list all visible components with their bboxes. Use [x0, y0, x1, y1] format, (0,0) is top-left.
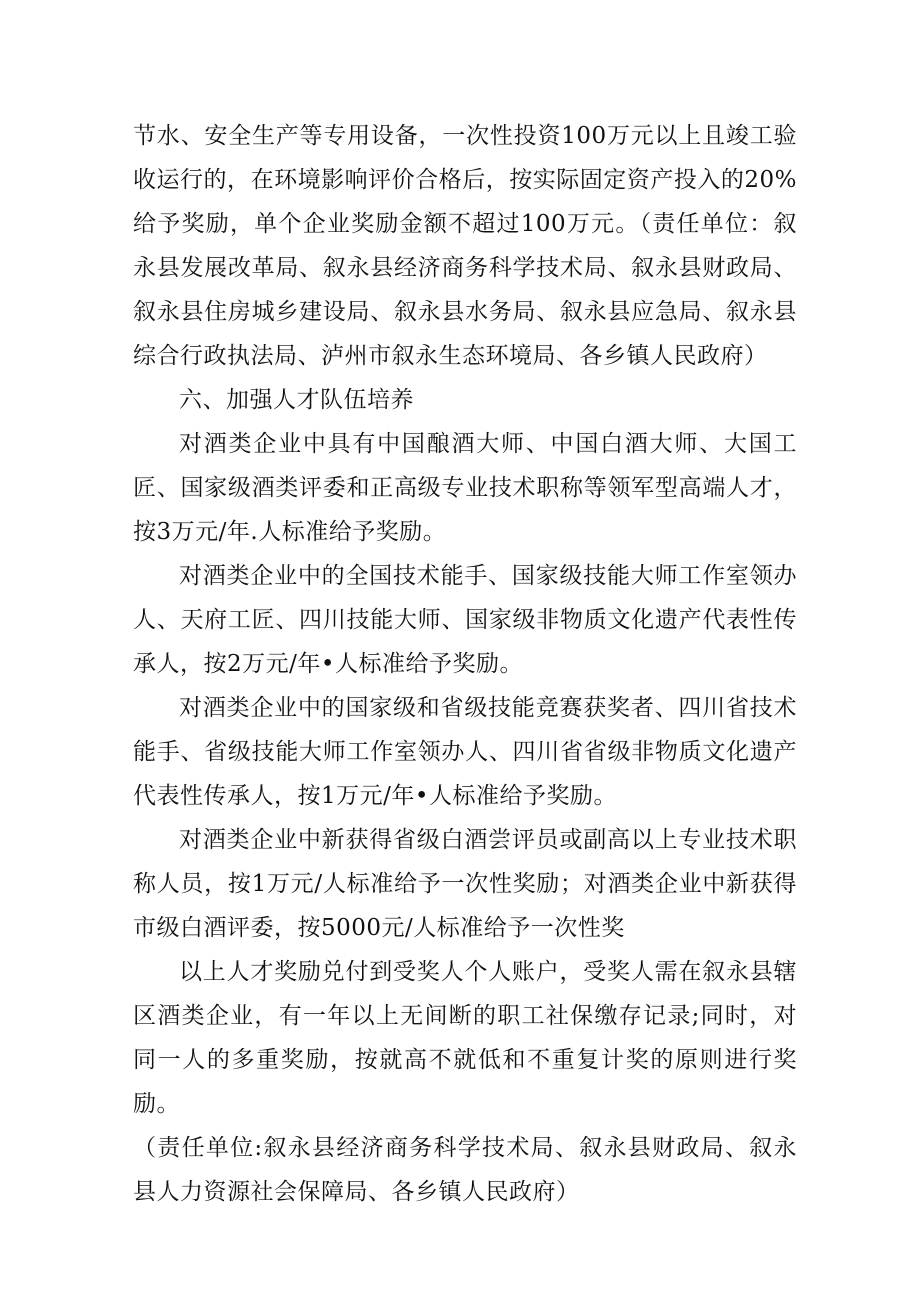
paragraph-responsible-units: （责任单位:叙永县经济商务科学技术局、叙永县财政局、叙永县人力资源社会保障局、各乡镇人民政府） [133, 1135, 797, 1205]
paragraph-new-evaluator: 对酒类企业中新获得省级白酒尝评员或副高以上专业技术职称人员，按1万元/人标准给予一次性奖励；对酒类企业中新获得市级白酒评委，按5000元/人标准给予一次性奖 [133, 827, 797, 941]
document-body [133, 114, 797, 1214]
paragraph-equipment-reward: 节水、安全生产等专用设备，一次性投资100万元以上且竣工验收运行的，在环境影响评价合格后，按实际固定资产投入的20%给予奖励，单个企业奖励金额不超过100万元。（责任单位：叙永县发展改革局、叙永县经济商务科学技术局、叙永县财政局、叙永县住房城乡建设局、叙永县水务局、叙永县应急局、叙永县综合行政执法局、泸州市叙永生态环境局、各乡镇人民政府） [133, 123, 797, 369]
paragraph-payment-rules: 以上人才奖励兑付到受奖人个人账户，受奖人需在叙永县辖区酒类企业，有一年以上无间断的职工社保缴存记录;同时，对同一人的多重奖励，按就高不就低和不重复计奖的原则进行奖励。 [133, 959, 797, 1117]
section-heading: 六、加强人才队伍培养 [179, 387, 414, 413]
paragraph-provincial-talent: 对酒类企业中的国家级和省级技能竞赛获奖者、四川省技术能手、省级技能大师工作室领办人、四川省省级非物质文化遗产代表性传承人，按1万元/年•人标准给予奖励。 [133, 695, 797, 809]
paragraph-national-talent: 对酒类企业中的全国技术能手、国家级技能大师工作室领办人、天府工匠、四川技能大师、国家级非物质文化遗产代表性传承人，按2万元/年•人标准给予奖励。 [133, 563, 797, 677]
paragraph-top-talent: 对酒类企业中具有中国酿酒大师、中国白酒大师、大国工匠、国家级酒类评委和正高级专业技术职称等领军型高端人才，按3万元/年.人标准给予奖励。 [133, 431, 797, 545]
